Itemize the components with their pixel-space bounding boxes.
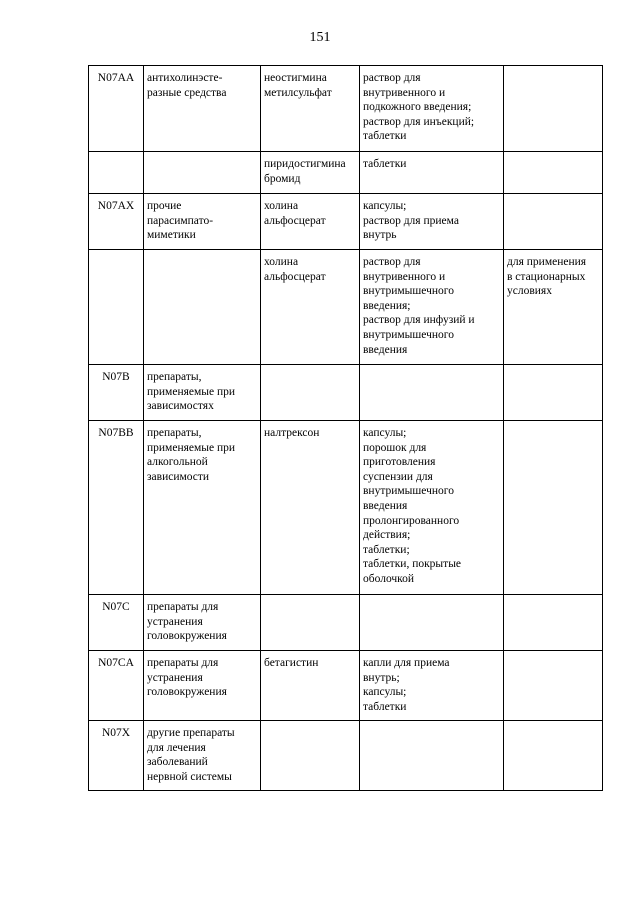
atc-code-cell <box>89 365 144 421</box>
note-cell <box>504 365 603 421</box>
cell-text-line: внутримышечного <box>363 285 454 298</box>
cell-text-line: внутрь; <box>363 671 400 684</box>
cell-text-line: налтрексон <box>264 427 320 439</box>
drug-name-cell <box>261 365 360 421</box>
drug-name-cell <box>261 595 360 651</box>
drug-name-cell <box>261 651 360 721</box>
cell-text-line: холина <box>264 256 299 268</box>
note-cell <box>504 421 603 595</box>
cell-text-line: N07AA <box>97 72 135 84</box>
drug-group-cell <box>144 194 261 250</box>
cell-text-line: капли для приема <box>363 657 450 669</box>
cell-text-line: головокружения <box>147 630 227 643</box>
drug-name-cell <box>261 66 360 152</box>
atc-code-cell <box>89 66 144 152</box>
cell-text-line: таблетки; <box>363 543 410 556</box>
cell-text-line: раствор для <box>363 72 421 84</box>
cell-text-line: пиридостигмина <box>264 158 346 170</box>
cell-text-line: миметики <box>147 229 196 242</box>
cell-text-line: альфосцерат <box>264 270 326 283</box>
table-row <box>89 194 603 250</box>
cell-text-line: препараты для <box>147 601 219 613</box>
dosage-form-cell <box>360 721 504 791</box>
cell-text-line: внутривенного и <box>363 270 446 283</box>
cell-text-line: внутрь <box>363 229 397 242</box>
cell-text-line: N07C <box>102 601 130 613</box>
cell-text-line: введения; <box>363 299 411 312</box>
cell-text-line: препараты для <box>147 657 219 669</box>
cell-text-line: таблетки <box>363 158 407 170</box>
cell-text-line: раствор для инъекций; <box>363 115 475 128</box>
cell-text-line: препараты, <box>147 427 202 439</box>
drug-group-cell <box>144 721 261 791</box>
cell-text-line: альфосцерат <box>264 214 326 227</box>
cell-text-line: оболочкой <box>363 572 415 585</box>
cell-text-line: подкожного введения; <box>363 101 472 114</box>
cell-text-line: устранения <box>147 671 203 684</box>
note-cell <box>504 194 603 250</box>
drug-group-cell <box>144 421 261 595</box>
note-cell <box>504 651 603 721</box>
note-cell <box>504 721 603 791</box>
cell-text-line: применяемые при <box>147 385 236 398</box>
table-row <box>89 152 603 194</box>
dosage-form-cell <box>360 250 504 365</box>
drug-group-cell <box>144 152 261 194</box>
drug-group-cell <box>144 595 261 651</box>
atc-code-cell <box>89 421 144 595</box>
cell-text-line: прочие <box>147 200 182 212</box>
note-cell <box>504 152 603 194</box>
cell-text-line: парасимпато- <box>147 214 214 227</box>
cell-text-line: таблетки <box>363 130 407 143</box>
cell-text-line: бетагистин <box>264 657 319 669</box>
dosage-form-cell <box>360 595 504 651</box>
dosage-form-cell <box>360 152 504 194</box>
table-row <box>89 66 603 152</box>
cell-text-line: N07B <box>102 371 130 383</box>
cell-text-line: суспензии для <box>363 470 433 483</box>
cell-text-line: холина <box>264 200 299 212</box>
cell-text-line: для применения <box>507 256 587 268</box>
atc-code-cell <box>89 651 144 721</box>
drug-name-cell <box>261 721 360 791</box>
cell-text-line: N07CA <box>98 657 134 669</box>
cell-text-line: разные средства <box>147 86 227 99</box>
cell-text-line: в стационарных <box>507 270 586 283</box>
table-body <box>89 66 603 791</box>
drug-name-cell <box>261 250 360 365</box>
cell-text-line: внутримышечного <box>363 485 454 498</box>
dosage-form-cell <box>360 365 504 421</box>
atc-code-cell <box>89 250 144 365</box>
dosage-form-cell <box>360 421 504 595</box>
cell-text-line: нервной системы <box>147 770 232 783</box>
dosage-form-cell <box>360 194 504 250</box>
cell-text-line: раствор для инфузий и <box>363 314 475 327</box>
page-number: 151 <box>309 30 331 45</box>
cell-text-line: неостигмина <box>264 72 327 84</box>
cell-text-line: условиях <box>507 285 552 298</box>
table-row <box>89 595 603 651</box>
cell-text-line: устранения <box>147 615 203 628</box>
cell-text-line: препараты, <box>147 371 202 383</box>
atc-code-cell <box>89 194 144 250</box>
cell-text-line: бромид <box>264 172 301 185</box>
cell-text-line: N07BB <box>98 427 134 439</box>
cell-text-line: применяемые при <box>147 441 236 454</box>
drug-classification-table <box>88 65 603 791</box>
cell-text-line: капсулы; <box>363 686 407 699</box>
cell-text-line: внутривенного и <box>363 86 446 99</box>
cell-text-line: зависимостях <box>147 400 214 413</box>
cell-text-line: зависимости <box>147 470 210 483</box>
cell-text-line: головокружения <box>147 686 227 699</box>
table-row <box>89 421 603 595</box>
cell-text-line: действия; <box>363 529 411 542</box>
cell-text-line: таблетки, покрытые <box>363 558 462 571</box>
dosage-form-cell <box>360 66 504 152</box>
cell-text-line: раствор для <box>363 256 421 268</box>
cell-text-line: порошок для <box>363 441 427 454</box>
table-row <box>89 721 603 791</box>
drug-name-cell <box>261 152 360 194</box>
cell-text-line: раствор для приема <box>363 214 459 227</box>
cell-text-line: N07X <box>101 727 131 739</box>
cell-text-line: для лечения <box>147 741 206 754</box>
cell-text-line: N07AX <box>97 200 135 212</box>
atc-code-cell <box>89 595 144 651</box>
drug-group-cell <box>144 66 261 152</box>
dosage-form-cell <box>360 651 504 721</box>
note-cell <box>504 66 603 152</box>
cell-text-line: таблетки <box>363 700 407 713</box>
drug-group-cell <box>144 365 261 421</box>
table-row <box>89 250 603 365</box>
drug-group-cell <box>144 250 261 365</box>
cell-text-line: метилсульфат <box>264 86 332 99</box>
drug-name-cell <box>261 194 360 250</box>
table-row <box>89 651 603 721</box>
note-cell <box>504 595 603 651</box>
table-row <box>89 365 603 421</box>
atc-code-cell <box>89 721 144 791</box>
cell-text-line: другие препараты <box>147 727 235 739</box>
note-cell <box>504 250 603 365</box>
drug-group-cell <box>144 651 261 721</box>
cell-text-line: капсулы; <box>363 427 407 439</box>
cell-text-line: пролонгированного <box>363 514 460 527</box>
cell-text-line: введения <box>363 499 408 512</box>
cell-text-line: капсулы; <box>363 200 407 212</box>
cell-text-line: введения <box>363 343 408 356</box>
cell-text-line: внутримышечного <box>363 328 454 341</box>
atc-code-cell <box>89 152 144 194</box>
drug-name-cell <box>261 421 360 595</box>
cell-text-line: приготовления <box>363 456 436 469</box>
cell-text-line: антихолинэсте- <box>147 72 223 84</box>
cell-text-line: заболеваний <box>147 756 208 769</box>
cell-text-line: алкогольной <box>147 456 208 469</box>
